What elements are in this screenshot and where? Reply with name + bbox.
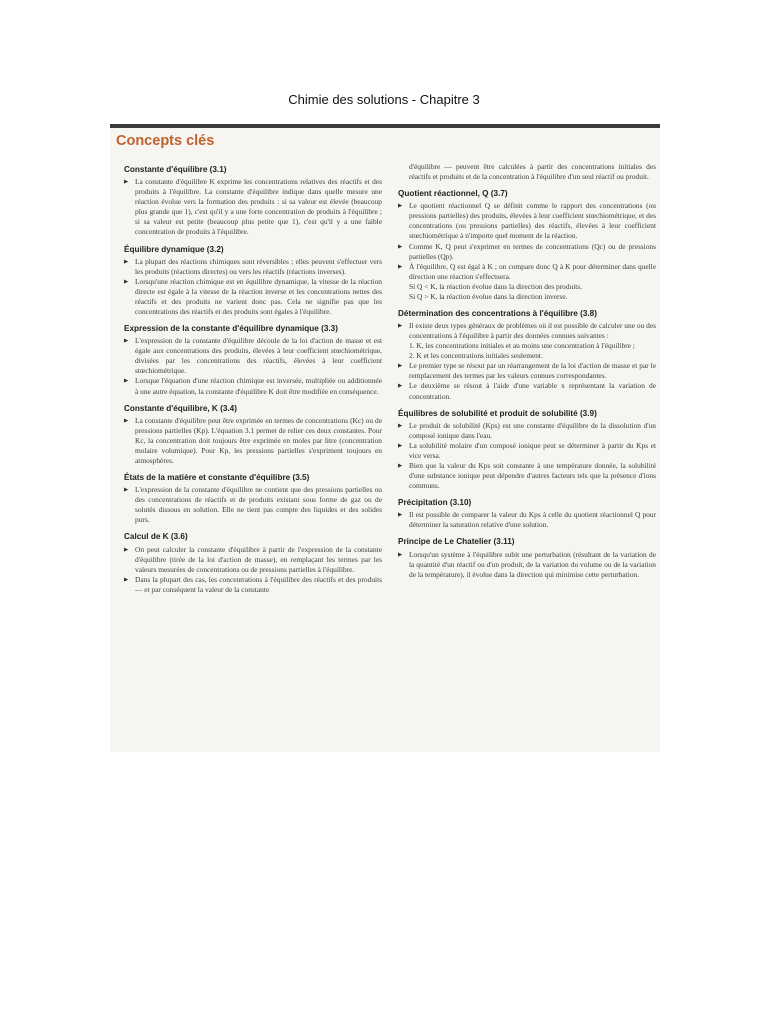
concept-section xyxy=(398,536,656,579)
concepts-heading: Concepts clés xyxy=(116,133,215,149)
text-line: 2. K et les concentrations initiales seulement. xyxy=(409,351,543,361)
text-line: d'équilibre — peuvent être calculées à partir des concentrations initiales des réactifs et produits et de la concentration à l'équilibre d'un seul réactif ou produit. xyxy=(409,162,656,182)
top-rule xyxy=(110,124,660,128)
concept-section xyxy=(124,323,382,397)
bullet-item: ▶ Comme K, Q peut s'exprimer en termes de concentrations (Qc) ou de pressions partielles (Qp). xyxy=(398,242,656,262)
bullet-item: ▶ Le deuxième se résout à l'aide d'une variable x représentant la variation de concentration. xyxy=(398,381,656,401)
bullet-item: ▶ Le premier type se résout par un réarrangement de la loi d'action de masse et par le remplacement des termes par les valeurs connues correspondantes. xyxy=(398,361,656,381)
bullet-item: ▶ La constante d'équilibre K exprime les concentrations relatives des réactifs et des produits à l'équilibre. La constante d'équilibre indique dans quelle mesure une réaction évolue vers la formation des produits : si sa valeur est élevée (beaucoup plus grande que 1), c'est qu'il y a une forte concentration de produits à l'équilibre ; si sa valeur est petite (beaucoup plus petite que 1), c'est qu'il y a une faible concentration de produits à l'équilibre. xyxy=(124,177,382,237)
section-heading: Quotient réactionnel, Q (3.7) xyxy=(398,189,508,199)
bullet-item: ▶ Il existe deux types généraux de problèmes où il est possible de calculer une ou des concentrations à l'équilibre à partir des données connues suivantes : xyxy=(398,321,656,341)
concept-section xyxy=(398,408,656,492)
section-heading: Détermination des concentrations à l'équilibre (3.8) xyxy=(398,308,597,318)
section-heading: Équilibre dynamique (3.2) xyxy=(124,244,224,254)
bullet-item: ▶ L'expression de la constante d'équilibre découle de la loi d'action de masse et est égale aux concentrations des produits, élevées à leur coefficient stœchiométrique, divisées par les concentrations des réactifs, élevées à leur coefficient stœchiométrique. xyxy=(124,336,382,376)
concept-section xyxy=(124,472,382,525)
bullet-item: ▶ La solubilité molaire d'un composé ionique peut se déterminer à partir du Kps et vice versa. xyxy=(398,441,656,461)
bullet-item: ▶ Bien que la valeur du Kps soit constante à une température donnée, la solubilité d'une substance ionique peut dépendre d'autres facteurs tels que la présence d'ions communs. xyxy=(398,461,656,491)
concept-section xyxy=(124,244,382,318)
concept-section xyxy=(124,531,382,594)
concept-section xyxy=(398,162,656,182)
section-heading: Équilibres de solubilité et produit de solubilité (3.9) xyxy=(398,408,597,418)
bullet-item: ▶ Lorsqu'une réaction chimique est en équilibre dynamique, la vitesse de la réaction directe est égale à la vitesse de la réaction inverse et les concentrations nettes des réactifs et des produits ne varient donc pas. Cela ne signifie pas que les concentrations des réactifs et des produits sont égales à l'équilibre. xyxy=(124,277,382,317)
section-heading: Précipitation (3.10) xyxy=(398,498,472,508)
right-column xyxy=(398,162,656,586)
concept-section xyxy=(124,403,382,466)
left-column xyxy=(124,164,382,601)
text-line: Si Q > K, la réaction évolue dans la direction inverse. xyxy=(409,291,568,301)
bullet-item: ▶ Lorsque l'équation d'une réaction chimique est inversée, multipliée ou additionnée à une autre équation, la constante d'équilibre K doit être modifiée en conséquence. xyxy=(124,376,382,396)
section-heading: Calcul de K (3.6) xyxy=(124,532,188,542)
section-heading: États de la matière et constante d'équilibre (3.5) xyxy=(124,473,310,483)
concept-section xyxy=(124,164,382,238)
text-line: Si Q < K, la réaction évolue dans la direction des produits. xyxy=(409,281,583,291)
bullet-item: ▶ La constante d'équilibre peut être exprimée en termes de concentrations (Kc) ou de pressions partielles (Kp). L'équation 3.1 permet de relier ces deux constantes. Pour Kc, la concentration doit toujours être exprimée en moles par litre (concentration molaire volumique). Pour Kp, les pressions partielles s'expriment toujours en atmosphères. xyxy=(124,416,382,466)
section-heading: Constante d'équilibre (3.1) xyxy=(124,165,227,174)
bullet-item: ▶ Il est possible de comparer la valeur du Kps à celle du quotient réactionnel Q pour déterminer la saturation relative d'une solution. xyxy=(398,510,656,530)
section-heading: Principe de Le Chatelier (3.11) xyxy=(398,537,515,547)
document-title: Chimie des solutions - Chapitre 3 xyxy=(288,92,480,107)
bullet-item: ▶ Le produit de solubilité (Kps) est une constante d'équilibre de la dissolution d'un composé ionique dans l'eau. xyxy=(398,421,656,441)
concept-section xyxy=(398,497,656,530)
section-heading: Expression de la constante d'équilibre dynamique (3.3) xyxy=(124,324,338,334)
bullet-item: ▶ À l'équilibre, Q est égal à K ; on compare donc Q à K pour déterminer dans quelle direction une réaction s'effectuera. xyxy=(398,262,656,282)
concept-section xyxy=(398,308,656,402)
bullet-item: ▶ Lorsqu'un système à l'équilibre subit une perturbation (résultant de la variation de la quantité d'un réactif ou d'un produit, de la variation du volume ou de la variation de la température), il évolue dans la direction qui minimise cette perturbation. xyxy=(398,550,656,580)
bullet-item: ▶ On peut calculer la constante d'équilibre à partir de l'expression de la constante d'équilibre (tirée de la loi d'action de masse), en remplaçant les termes par les valeurs mesurées de concentrations ou de pressions partielles à l'équilibre. xyxy=(124,545,382,575)
book-excerpt xyxy=(110,124,660,752)
bullet-item: ▶ La plupart des réactions chimiques sont réversibles ; elles peuvent s'effectuer vers les produits (réactions directes) ou vers les réactifs (réactions inverses). xyxy=(124,257,382,277)
bullet-item: ▶ Dans la plupart des cas, les concentrations à l'équilibre des réactifs et des produits — et par conséquent la valeur de la constante xyxy=(124,575,382,595)
section-heading: Constante d'équilibre, K (3.4) xyxy=(124,403,237,413)
text-line: 1. K, les concentrations initiales et au moins une concentration à l'équilibre ; xyxy=(409,341,635,351)
bullet-item: ▶ L'expression de la constante d'équilibre ne contient que des pressions partielles ou des concentrations de réactifs et de produits existant sous forme de gaz ou de solutés dissous en solution. Elle ne tient pas compte des liquides et des solides purs. xyxy=(124,485,382,525)
concept-section xyxy=(398,188,656,302)
bullet-item: ▶ Le quotient réactionnel Q se définit comme le rapport des concentrations (ou pressions partielles) des produits, élevées à leur coefficient stœchiométrique, et des concentrations (ou pressions partielles) des réactifs, élevées à leur coefficient stœchiométrique à n'importe quel moment de la réaction. xyxy=(398,201,656,241)
